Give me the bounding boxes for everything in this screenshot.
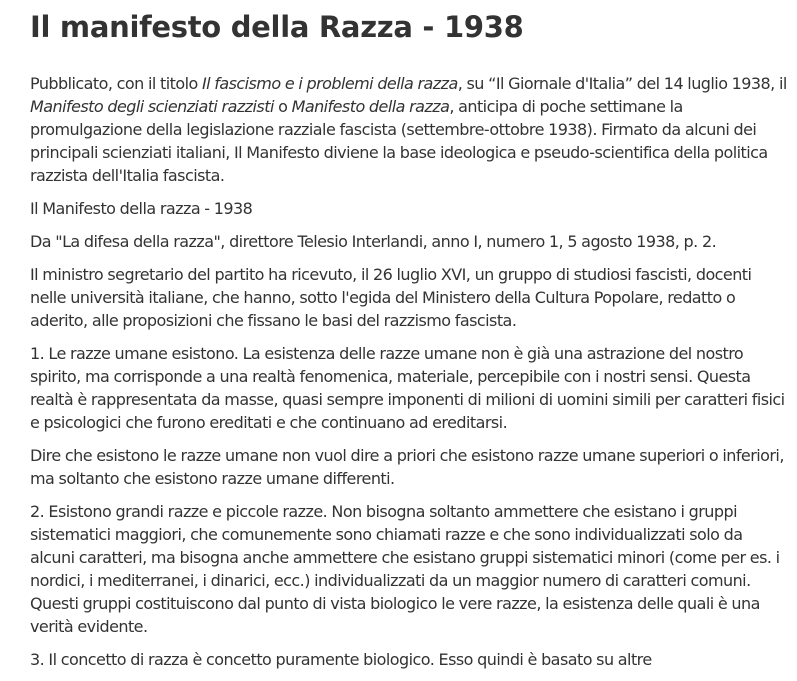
article-body (30, 72, 790, 681)
intro-paragraph (30, 72, 790, 187)
intro-text-3: o (273, 97, 292, 116)
page-title: Il manifesto della Razza - 1938 (30, 10, 524, 44)
intro-italic-manifesto-scienziati: Manifesto degli scienziati razzisti (30, 97, 274, 116)
intro-text-4: , anticipa di poche settimane la promulgazione della legislazione razziale fascista (settembre-ottobre 1938). Firmato da alcuni dei principali scienziati italiani, Il Manifesto diviene la base ideologica e pseudo-scientifica della politica razzista dell'Italia fascista. (30, 97, 768, 185)
paragraph-point-2: 2. Esistono grandi razze e piccole razze. Non bisogna soltanto ammettere che esistano i gruppi sistematici maggiori, che comunemente sono chiamati razze e che sono individualizzati solo da alcuni caratteri, ma bisogna anche ammettere che esistano gruppi sistematici minori (come per es. i nordici, i mediterranei, i dinarici, ecc.) individualizzati da un maggior numero di caratteri comuni. Questi gruppi costituiscono dal punto di vista biologico le vere razze, la esistenza delle quali è una verità evidente. (30, 502, 780, 636)
intro-italic-manifesto-razza: Manifesto della razza (291, 97, 450, 116)
intro-italic-title: Il fascismo e i problemi della razza (201, 74, 458, 93)
intro-text-2: , su “Il Giornale d'Italia” del 14 luglio 1938, il (457, 74, 787, 93)
paragraph-point-3: 3. Il concetto di razza è concetto puramente biologico. Esso quindi è basato su altre (30, 650, 652, 669)
paragraph-source: Da "La difesa della razza", direttore Telesio Interlandi, anno I, numero 1, 5 agosto 1938, p. 2. (30, 232, 717, 251)
intro-text-1: Pubblicato, con il titolo (30, 74, 202, 93)
paragraph-point-1-note: Dire che esistono le razze umane non vuol dire a priori che esistono razze umane superiori o inferiori, ma soltanto che esistono razze umane differenti. (30, 446, 784, 488)
paragraph-point-1: 1. Le razze umane esistono. La esistenza delle razze umane non è già una astrazione del nostro spirito, ma corrisponde a una realtà fenomenica, materiale, percepibile con i nostri sensi. Questa realtà è rappresentata da masse, quasi sempre imponenti di milioni di uomini simili per caratteri fisici e psicologici che furono ereditati e che continuano ad ereditarsi. (30, 344, 785, 432)
paragraph-heading: Il Manifesto della razza - 1938 (30, 199, 253, 218)
paragraph-ministro: Il ministro segretario del partito ha ricevuto, il 26 luglio XVI, un gruppo di studiosi fascisti, docenti nelle università italiane, che hanno, sotto l'egida del Ministero della Cultura Popolare, redatto o aderito, alle proposizioni che fissano le basi del razzismo fascista. (30, 265, 752, 330)
